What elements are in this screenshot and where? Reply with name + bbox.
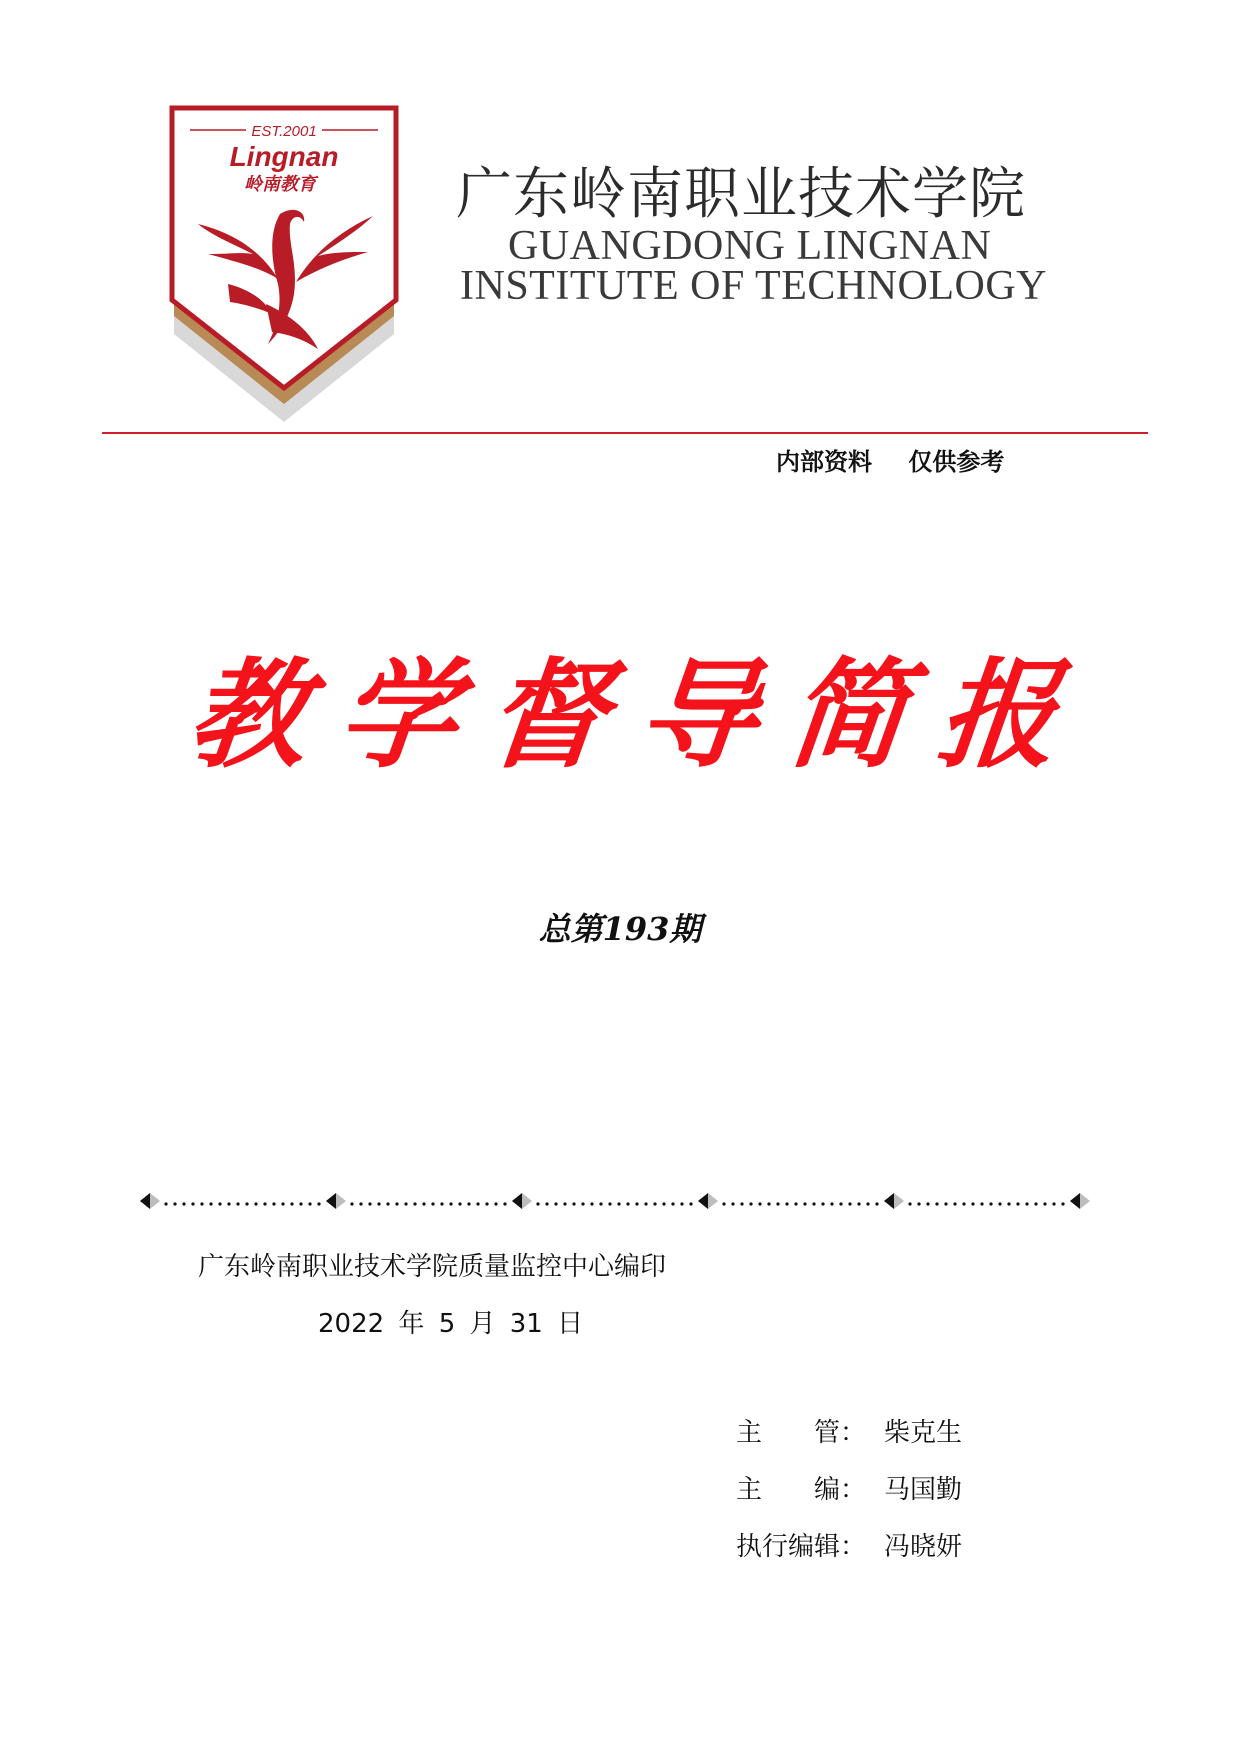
publisher-line: 广东岭南职业技术学院质量监控中心编印 [198, 1252, 667, 1282]
divider-dot [812, 1202, 815, 1205]
divider-dot [377, 1202, 380, 1205]
divider-dot [821, 1202, 824, 1205]
divider-dot [680, 1202, 683, 1205]
staff-role: 主 编： [736, 1475, 867, 1505]
divider-dot [440, 1202, 443, 1205]
divider-dot [467, 1202, 470, 1205]
divider-dot [581, 1202, 584, 1205]
divider-dot [290, 1202, 293, 1205]
divider-dot [1025, 1202, 1028, 1205]
divider-dot [740, 1202, 743, 1205]
staff-role: 执行编辑： [736, 1532, 867, 1562]
logo-brand-cn: 岭南教育 [244, 174, 316, 195]
divider-dot [476, 1202, 479, 1205]
staff-supervisor [736, 1412, 962, 1449]
divider-dot [545, 1202, 548, 1205]
divider-dot [350, 1202, 353, 1205]
bulletin-title: 教学督导简报 [181, 645, 1097, 784]
divider-dot [254, 1202, 257, 1205]
divider-dot [644, 1202, 647, 1205]
divider-dot [404, 1202, 407, 1205]
diamond-arrow-icon [884, 1193, 904, 1209]
divider-dot [608, 1202, 611, 1205]
divider-dot [554, 1202, 557, 1205]
divider-dot [191, 1202, 194, 1205]
divider-dot [449, 1202, 452, 1205]
divider-dot [662, 1202, 665, 1205]
divider-dot [731, 1202, 734, 1205]
staff-executive-editor [736, 1526, 962, 1563]
divider-dot [485, 1202, 488, 1205]
staff-name: 冯晓妍 [884, 1532, 963, 1562]
divider-dot [272, 1202, 275, 1205]
divider-dot [413, 1202, 416, 1205]
divider-dot [263, 1202, 266, 1205]
divider-dot [590, 1202, 593, 1205]
divider-dot [209, 1202, 212, 1205]
divider-dot [758, 1202, 761, 1205]
divider-dot [794, 1202, 797, 1205]
divider-dot [431, 1202, 434, 1205]
divider-dot [998, 1202, 1001, 1205]
divider-dot [395, 1202, 398, 1205]
divider-dot [785, 1202, 788, 1205]
divider-dot [236, 1202, 239, 1205]
divider-dot [866, 1202, 869, 1205]
diamond-arrow-icon [512, 1193, 532, 1209]
divider-dot [422, 1202, 425, 1205]
staff-name: 柴克生 [884, 1418, 963, 1448]
divider-dot [962, 1202, 965, 1205]
logo-brand-en: Lingnan [229, 141, 339, 172]
divider-dot [458, 1202, 461, 1205]
staff-editor-in-chief [736, 1469, 962, 1506]
divider-dot [1016, 1202, 1019, 1205]
divider-dot [908, 1202, 911, 1205]
divider-dot [926, 1202, 929, 1205]
header-rule [102, 432, 1148, 434]
divider-dot [653, 1202, 656, 1205]
divider-dot [971, 1202, 974, 1205]
divider-svg [140, 1184, 1090, 1218]
divider-dot [635, 1202, 638, 1205]
divider-dot [875, 1202, 878, 1205]
divider-dot [980, 1202, 983, 1205]
diamond-arrow-icon [326, 1193, 346, 1209]
diamond-arrow-icon [698, 1193, 718, 1209]
divider-dot [722, 1202, 725, 1205]
divider-dot [281, 1202, 284, 1205]
divider-dot [848, 1202, 851, 1205]
divider-dot [671, 1202, 674, 1205]
divider-dot [1043, 1202, 1046, 1205]
divider-dot [173, 1202, 176, 1205]
divider-dot [386, 1202, 389, 1205]
logo-est-text: EST.2001 [251, 123, 317, 140]
divider-dot [857, 1202, 860, 1205]
divider-dot [776, 1202, 779, 1205]
logo-shield-icon [168, 104, 400, 424]
school-name-en-line1: GUANGDONG LINGNAN [508, 223, 992, 269]
divider-dot [917, 1202, 920, 1205]
divider-dot [830, 1202, 833, 1205]
confidential-note: 内部资料 仅供参考 [776, 448, 1005, 476]
divider-dot [989, 1202, 992, 1205]
divider-dot [368, 1202, 371, 1205]
divider-dot [182, 1202, 185, 1205]
divider-dot [617, 1202, 620, 1205]
school-name-en-line2: INSTITUTE OF TECHNOLOGY [460, 263, 1048, 309]
diamond-arrow-icon [1070, 1193, 1090, 1209]
divider-dot [503, 1202, 506, 1205]
divider-dot [953, 1202, 956, 1205]
divider-dot [227, 1202, 230, 1205]
issue-number: 总第193期 [538, 910, 702, 948]
divider-dot [944, 1202, 947, 1205]
school-name-cn: 广东岭南职业技术学院 [456, 162, 1026, 227]
divider-dot [1007, 1202, 1010, 1205]
divider-dot [935, 1202, 938, 1205]
divider-dot [317, 1202, 320, 1205]
staff-name: 马国勤 [884, 1475, 963, 1505]
divider-dot [767, 1202, 770, 1205]
divider-dot [359, 1202, 362, 1205]
divider-dot [599, 1202, 602, 1205]
decorative-divider [140, 1184, 1090, 1218]
divider-dot [494, 1202, 497, 1205]
divider-dot [536, 1202, 539, 1205]
divider-dot [572, 1202, 575, 1205]
divider-dot [218, 1202, 221, 1205]
divider-dot [200, 1202, 203, 1205]
diamond-arrow-icon [140, 1193, 160, 1209]
divider-dot [803, 1202, 806, 1205]
divider-dot [1052, 1202, 1055, 1205]
divider-dot [563, 1202, 566, 1205]
divider-dot [1034, 1202, 1037, 1205]
divider-dot [689, 1202, 692, 1205]
divider-dot [1061, 1202, 1064, 1205]
divider-dot [245, 1202, 248, 1205]
divider-dot [299, 1202, 302, 1205]
publish-date: 2022 年 5 月 31 日 [318, 1309, 584, 1339]
divider-dot [749, 1202, 752, 1205]
divider-dot [839, 1202, 842, 1205]
school-logo [168, 104, 400, 424]
divider-dot [626, 1202, 629, 1205]
divider-dot [308, 1202, 311, 1205]
divider-dot [164, 1202, 167, 1205]
staff-role: 主 管： [736, 1418, 867, 1448]
